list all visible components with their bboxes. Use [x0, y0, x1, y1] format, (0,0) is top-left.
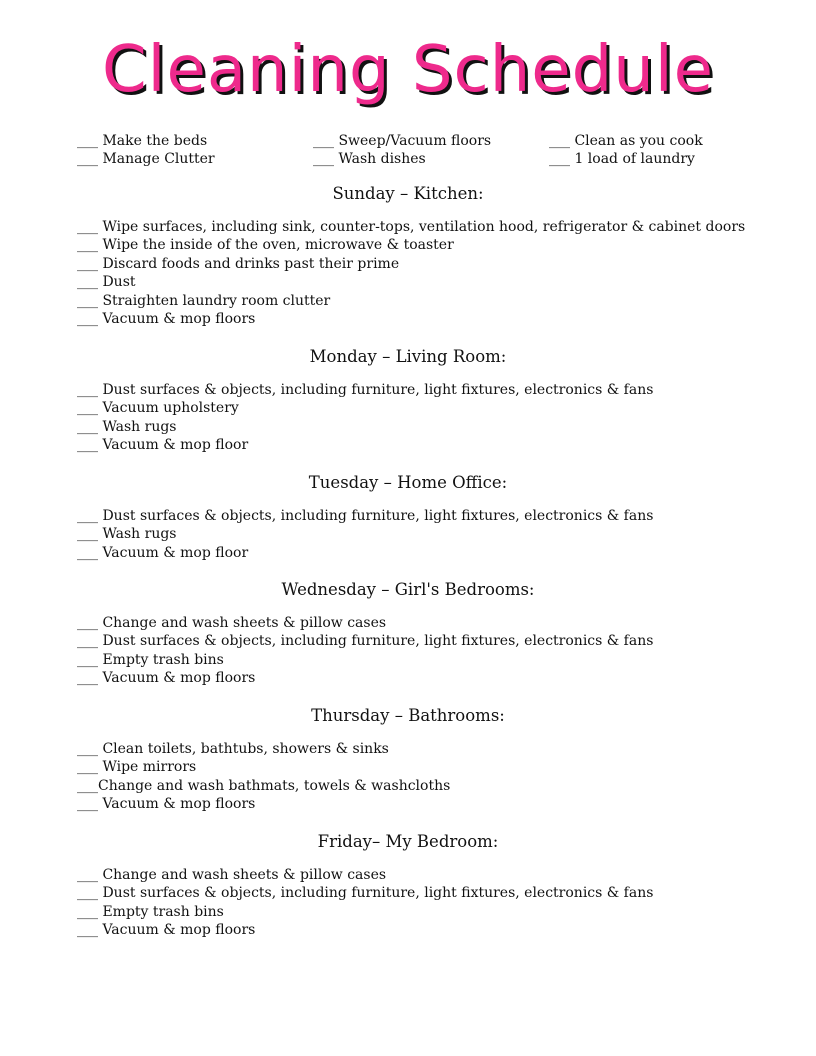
page-title: Cleaning Schedule: [101, 33, 715, 107]
daily-task: ___ Clean as you cook: [549, 133, 703, 149]
task-item: ___ Vacuum & mop floors: [77, 922, 256, 939]
task-item: ___ Dust surfaces & objects, including furniture, light fixtures, electronics & fans: [77, 885, 654, 902]
task-item: ___ Straighten laundry room clutter: [77, 292, 331, 309]
day-heading: Friday– My Bedroom:: [317, 832, 499, 851]
day-section: [0, 831, 816, 939]
task-item: ___ Discard foods and drinks past their prime: [77, 255, 400, 272]
task-item: ___ Dust surfaces & objects, including furniture, light fixtures, electronics & fans: [77, 633, 654, 650]
task-item: ___ Vacuum & mop floors: [77, 796, 256, 813]
task-list: [77, 866, 653, 940]
day-section: [0, 183, 816, 328]
task-item: ___ Vacuum upholstery: [77, 400, 239, 417]
task-item: ___ Clean toilets, bathtubs, showers & sinks: [77, 741, 389, 757]
task-item: ___ Vacuum & mop floor: [77, 544, 249, 561]
day-section: [0, 346, 816, 454]
task-list: [77, 218, 745, 328]
task-item: ___ Vacuum & mop floors: [77, 670, 256, 687]
daily-task: ___ 1 load of laundry: [549, 151, 695, 168]
task-list: [77, 740, 450, 814]
daily-task: ___ Wash dishes: [313, 151, 426, 168]
task-item: ___ Dust surfaces & objects, including furniture, light fixtures, electronics & fans: [77, 508, 654, 524]
daily-task: ___ Make the beds: [77, 133, 208, 149]
daily-column: [549, 132, 703, 169]
task-item: ___ Empty trash bins: [77, 903, 224, 920]
task-item: ___ Empty trash bins: [77, 651, 224, 668]
task-item: ___ Wipe surfaces, including sink, counter-tops, ventilation hood, refrigerator & cabinet doors: [77, 219, 746, 235]
daily-column: [313, 132, 491, 169]
task-list: [77, 507, 653, 562]
task-item: ___ Dust: [77, 274, 136, 291]
daily-task: ___ Manage Clutter: [77, 151, 215, 168]
task-list: [77, 381, 653, 455]
task-item: ___ Vacuum & mop floor: [77, 437, 249, 454]
task-item: ___ Wipe the inside of the oven, microwave & toaster: [77, 237, 454, 254]
daily-task: ___ Sweep/Vacuum floors: [313, 133, 492, 149]
task-item: ___ Wash rugs: [77, 526, 177, 543]
task-item: ___ Wipe mirrors: [77, 759, 197, 776]
task-item: ___ Wash rugs: [77, 418, 177, 435]
day-heading: Monday – Living Room:: [309, 347, 507, 366]
day-heading: Wednesday – Girl's Bedrooms:: [281, 580, 535, 599]
task-item: ___ Vacuum & mop floors: [77, 311, 256, 328]
day-section: [0, 705, 816, 813]
daily-tasks: [0, 132, 816, 172]
day-heading: Tuesday – Home Office:: [308, 473, 508, 492]
day-heading: Thursday – Bathrooms:: [311, 706, 505, 725]
task-item: ___ Change and wash sheets & pillow cases: [77, 615, 387, 631]
task-list: [77, 614, 653, 688]
task-item: ___ Change and wash sheets & pillow cases: [77, 867, 387, 883]
day-section: [0, 472, 816, 561]
day-heading: Sunday – Kitchen:: [332, 184, 484, 203]
day-section: [0, 579, 816, 687]
task-item: ___Change and wash bathmats, towels & washcloths: [77, 777, 451, 794]
daily-column: [77, 132, 215, 169]
task-item: ___ Dust surfaces & objects, including furniture, light fixtures, electronics & fans: [77, 382, 654, 398]
